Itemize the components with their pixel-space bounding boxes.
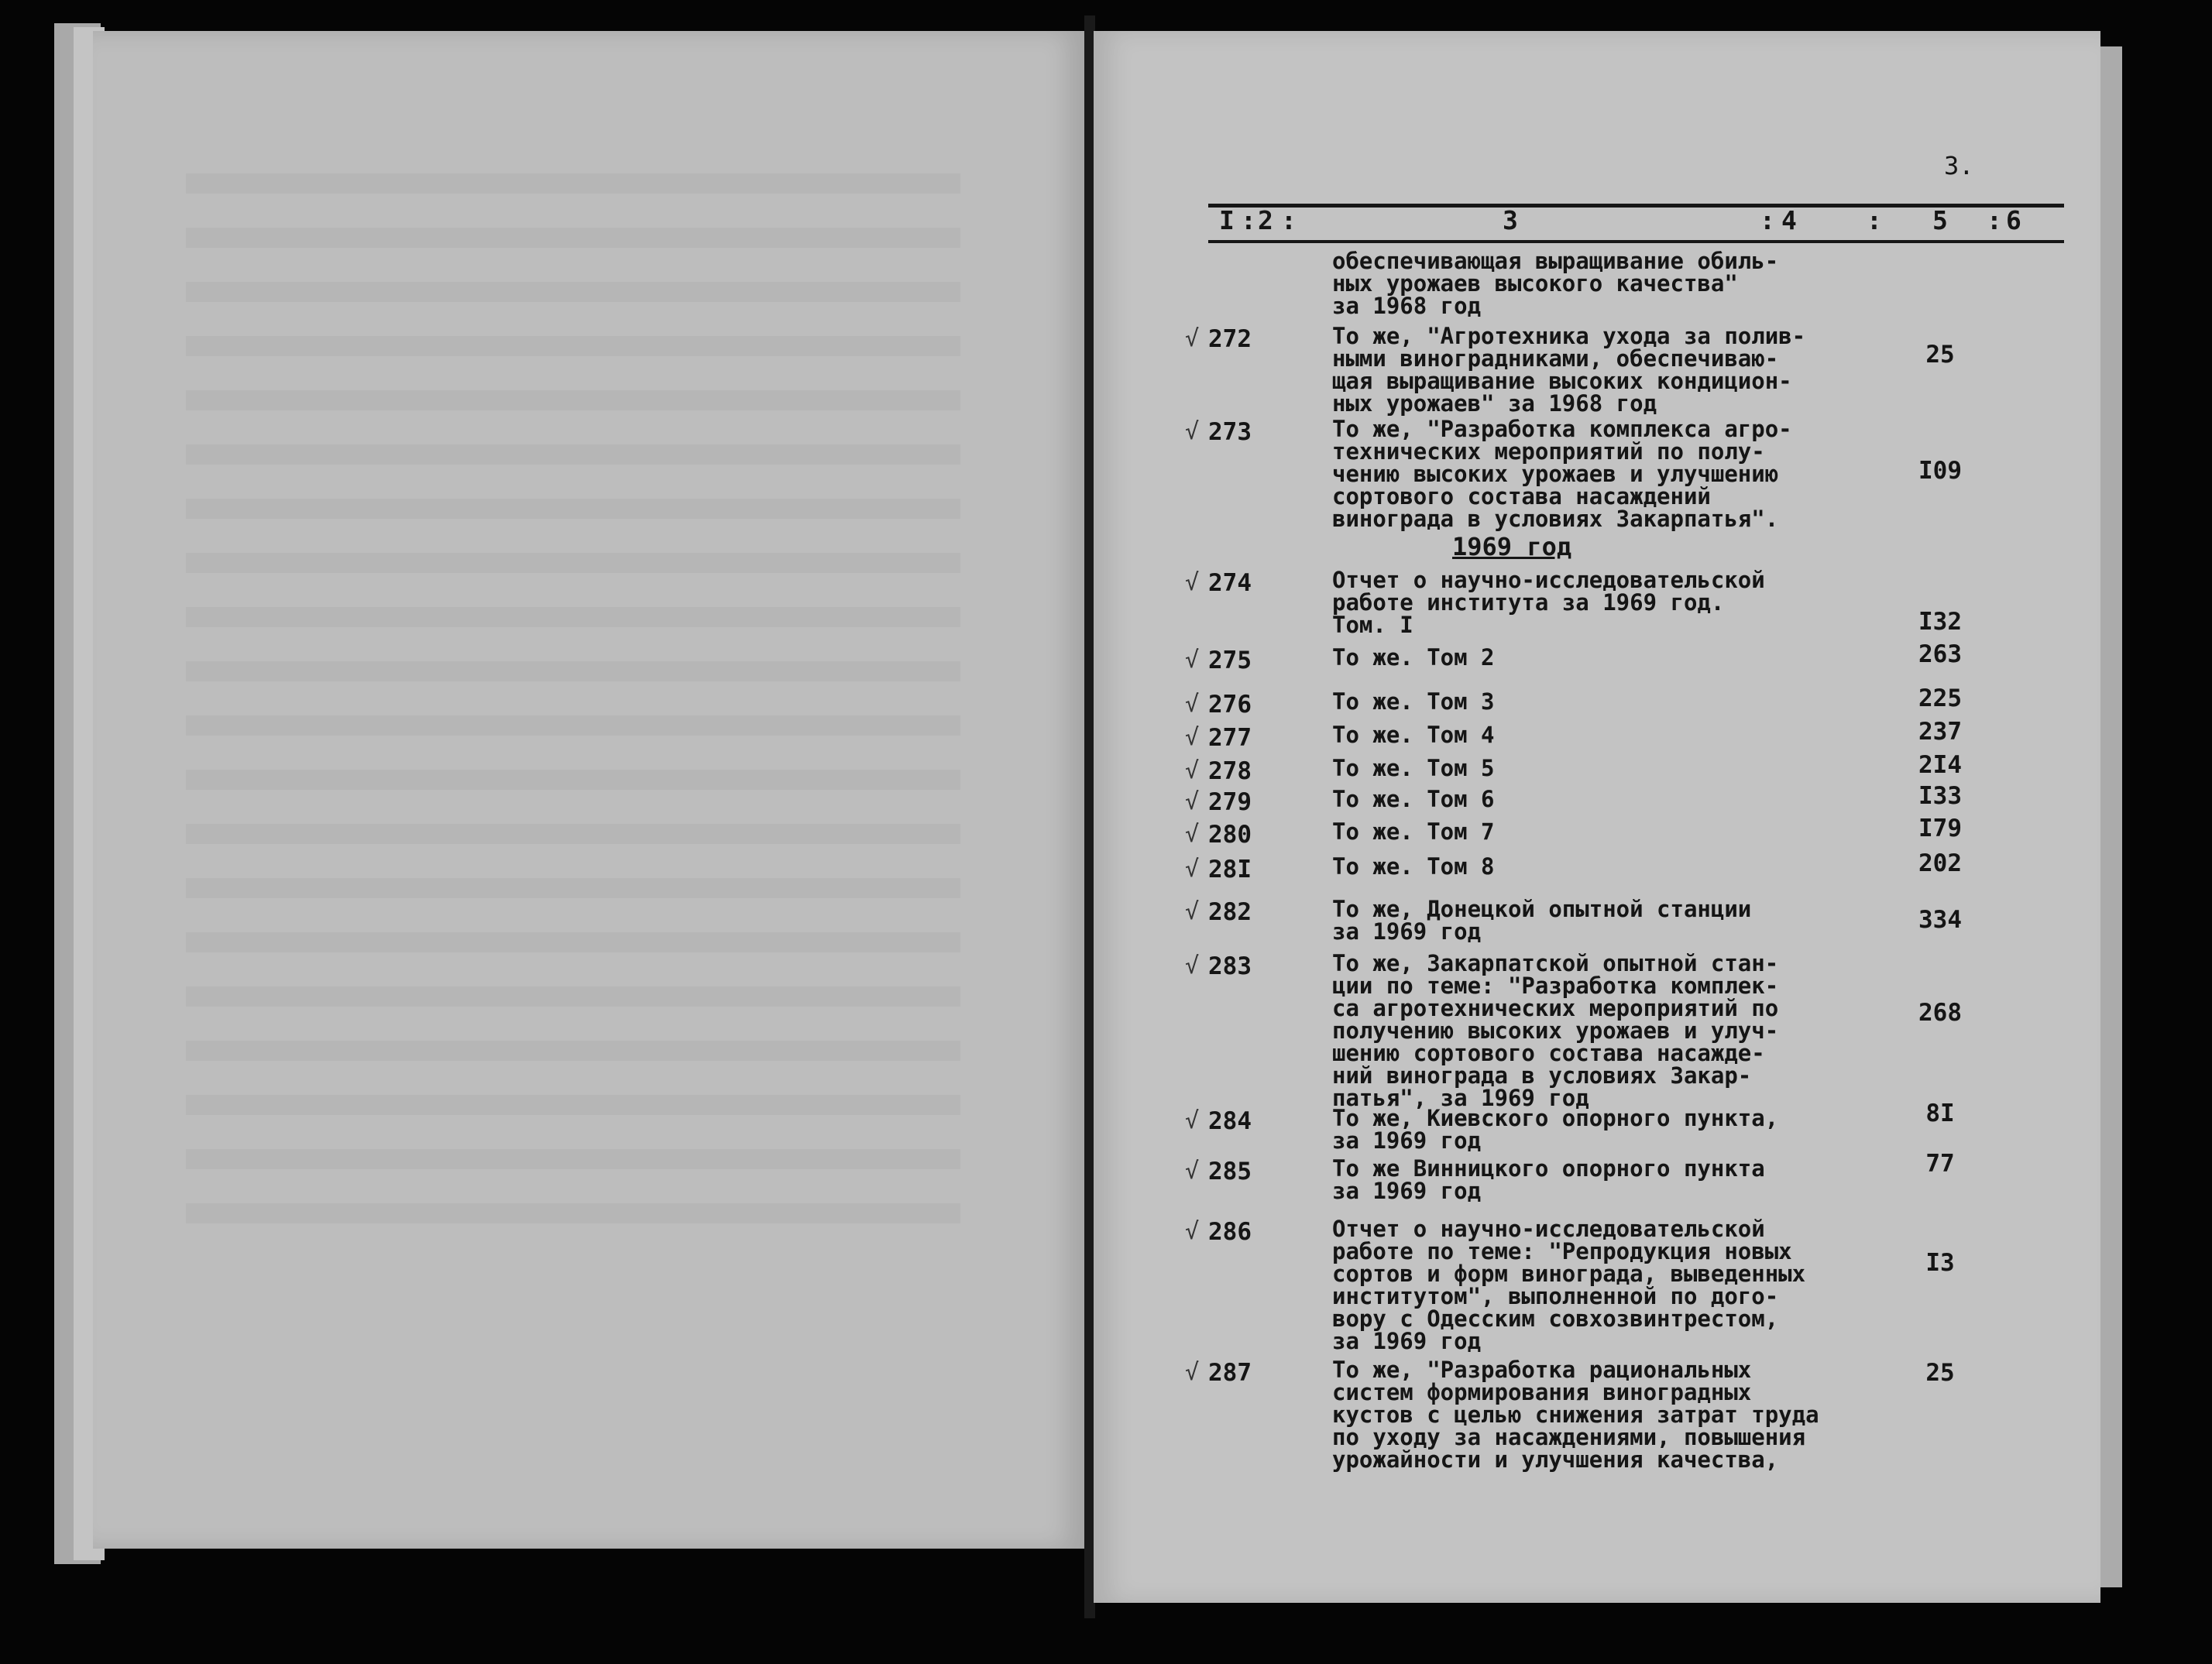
row-description: То же, Закарпатской опытной стан- ции по теме: "Разработка комплек- са агротехнических мероприятий по получению высоких урожаев и улуч- шению сортового состава насажде- ний винограда в условиях Закар- патья", за 1969 год (1332, 950, 1779, 1111)
col-3-label: 3 (1503, 205, 1520, 235)
row-description: То же, "Разработка комплекса агро- технических мероприятий по полу- чению высоких урожаев и улучшению сортового состава насаждений винограда в условиях Закарпатья". (1332, 416, 1792, 532)
header-rule-bottom (1208, 240, 2064, 243)
page-number: 3. (1944, 151, 1974, 180)
col-sep: : (1867, 205, 1884, 235)
row-sheet-count: I32 (1918, 608, 1962, 636)
row-sheet-count: 225 (1918, 684, 1962, 712)
row-sheet-count: 237 (1918, 718, 1962, 746)
row-description: То же. Том 3 (1332, 688, 1495, 715)
row-description: То же. Том 6 (1332, 786, 1495, 812)
col-sep: : (1281, 205, 1298, 235)
row-description: То же. Том 7 (1332, 818, 1495, 845)
row-sheet-count: 263 (1918, 640, 1962, 668)
row-sheet-count: I33 (1918, 782, 1962, 810)
col-1-label: I (1219, 205, 1236, 235)
left-page (93, 31, 1084, 1549)
row-sheet-count: 2I4 (1918, 751, 1962, 779)
row-description: То же Винницкого опорного пункта за 1969 год (1332, 1155, 1765, 1204)
row-description: То же. Том 4 (1332, 722, 1495, 748)
column-header (1208, 205, 2064, 239)
row-description: То же. Том 5 (1332, 755, 1495, 781)
row-sheet-count: 77 (1925, 1150, 1955, 1178)
row-sheet-count: 202 (1918, 849, 1962, 877)
row-sheet-count: 8I (1925, 1100, 1955, 1127)
inventory-document: 3. I : 2 : 3 : 4 : 5 : 6 обеспечивающая выращивание обиль- ных урожаев высокого качества" за 1968 год √ 272 То же, "Агротехника ухода за полив- ными виноградниками, обеспечиваю- щая выращивание высоких кондицион- ных урожаев" за 1968 год 25 √ 273 То же, "Разработка комплекса агро- технических мероприятий по полу- чению высоких урожаев и улучшению сортового состава насаждений винограда в условиях Закарпатья". I09 1969 год √ 274 Отчет о научно-исследовательской работе института за 1969 год. Том. I I32 √ 275 То же. Том 2 263 √ 276 То же. Том 3 225 √ 277 То же. Том 4 237 √ 278 То же. Том 5 2I4 √ 279 То же. Том 6 I33 √ 280 То же. Том 7 I79 √ 28I То же. Том 8 202 √ 282 То же, Донецкой опытной станции за 1969 год 334 √ 283 То же, Закарпатской опытной стан- ции по теме: "Разработка комплек- са агротехнических мероприятий по получению высоких урожаев и улуч- шению сортового состава насажде- ний винограда в условиях Закар- патья", за 1969 год 268 √ 284 То же, Киевского опорного пункта, за 1969 год 8I √ 285 То же Винницкого опорного пункта за 1969 год 77 √ 286 Отчет о научно-исследовательской работе по теме: "Репродукция новых сортов и форм винограда, выведенных институтом", выполненной по дого- вору с Одесским совхозвинтрестом, за 1969 год I3 √ 287 То же, "Разработка рациональных систем формирования виноградных кустов с целью снижения затрат труда по уходу за насаждениями, повышения урожайности и улучшения качества, 25 (1208, 151, 2076, 1514)
row-sheet-count: 334 (1918, 906, 1962, 934)
row-description: То же, Донецкой опытной станции за 1969 год (1332, 896, 1752, 945)
row-description: Отчет о научно-исследовательской работе по теме: "Репродукция новых сортов и форм винограда, выведенных институтом", выполненной по дого- вору с Одесским совхозвинтрестом, за 1969 год (1332, 1216, 1806, 1354)
row-sheet-count: 25 (1925, 341, 1955, 369)
col-4-label: 4 (1781, 205, 1798, 235)
row-sheet-count: I09 (1918, 457, 1962, 485)
row-description: То же, Киевского опорного пункта, за 1969 год (1332, 1105, 1779, 1154)
row-sheet-count: I3 (1925, 1249, 1955, 1277)
row-description: Отчет о научно-исследовательской работе института за 1969 год. Том. I (1332, 567, 1765, 638)
col-sep: : (1760, 205, 1777, 235)
row-description: То же. Том 8 (1332, 853, 1495, 880)
col-5-label: 5 (1932, 205, 1949, 235)
col-6-label: 6 (2006, 205, 2023, 235)
col-sep: : (1987, 205, 2004, 235)
col-2-label: 2 (1258, 205, 1275, 235)
row-description: То же, "Агротехника ухода за полив- ными виноградниками, обеспечиваю- щая выращивание высоких кондицион- ных урожаев" за 1968 год (1332, 323, 1806, 417)
row-description: То же. Том 2 (1332, 644, 1495, 671)
col-sep: : (1241, 205, 1258, 235)
year-heading: 1969 год (1452, 532, 1572, 561)
row-description: То же, "Разработка рациональных систем формирования виноградных кустов с целью снижения затрат труда по уходу за насаждениями, повышения урожайности и улучшения качества, (1332, 1357, 1819, 1473)
row-description: обеспечивающая выращивание обиль- ных урожаев высокого качества" за 1968 год (1332, 248, 1779, 319)
bleed-through-text (186, 139, 960, 1223)
row-sheet-count: 268 (1918, 999, 1962, 1027)
row-sheet-count: I79 (1918, 815, 1962, 842)
row-sheet-count: 25 (1925, 1359, 1955, 1387)
